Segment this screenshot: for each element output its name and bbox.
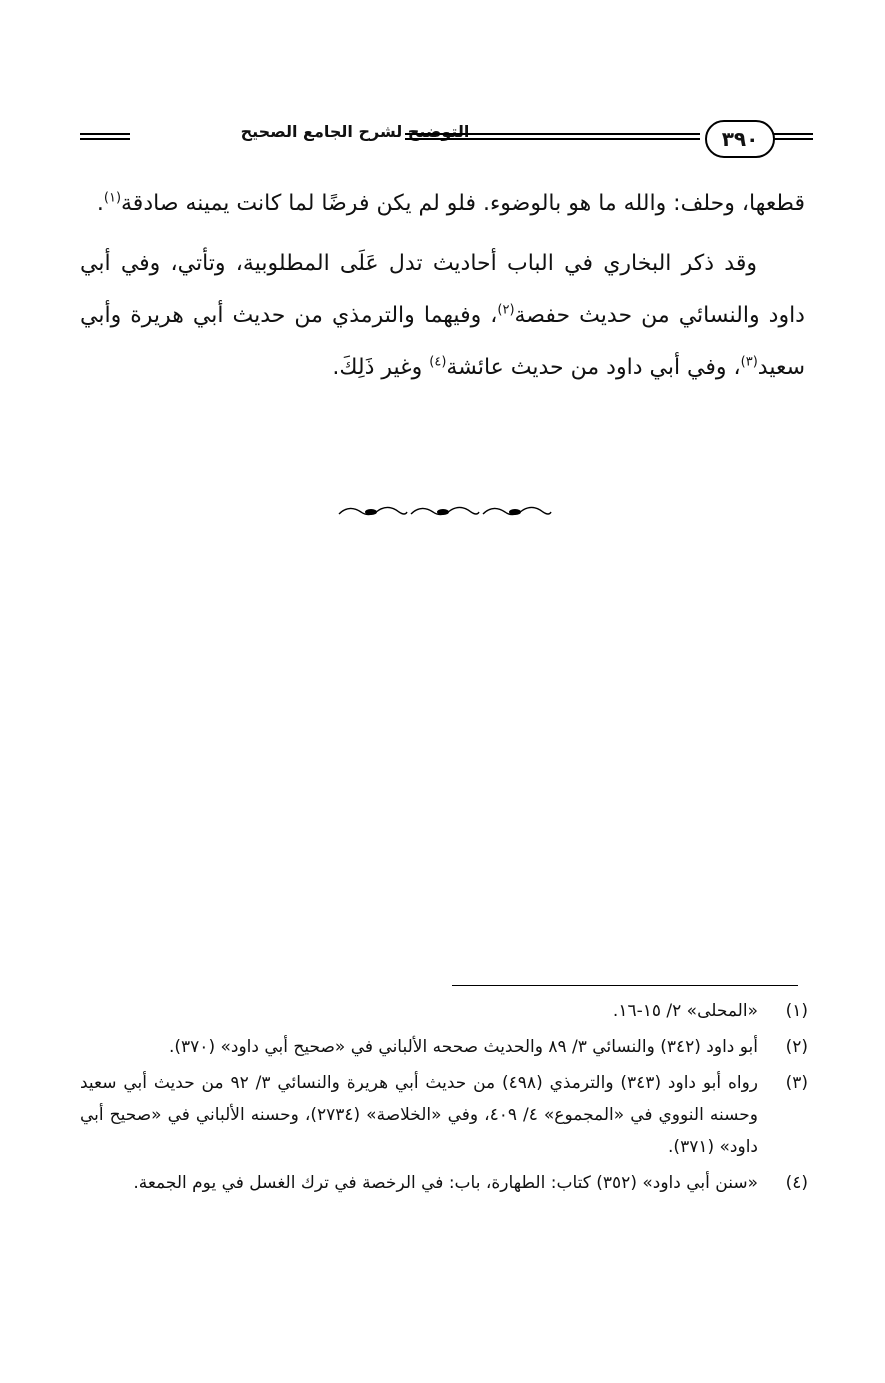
ornament-divider-icon xyxy=(335,500,555,524)
footnote-number: (٣) xyxy=(785,1073,808,1093)
footnotes xyxy=(80,995,808,1203)
footnote-2 xyxy=(80,1031,808,1063)
paragraph-2-text-c: ، وفي أبي داود من حديث عائشة xyxy=(446,355,741,380)
page-header xyxy=(80,118,810,158)
paragraph-1-text: قطعها، وحلف: والله ما هو بالوضوء. فلو لم يكن فرضًا لما كانت يمينه صادقة xyxy=(121,191,805,216)
footnote-ref-3: (٣) xyxy=(740,354,758,370)
paragraph-1-end: . xyxy=(96,191,104,216)
paragraph-2-text-a: وقد ذكر البخاري في الباب أحاديث تدل عَلَى المطلوبية، وتأتي، وفي أبي داود والنسائي من حديث حفصة xyxy=(80,251,805,328)
footnote-text: أبو داود (٣٤٢) والنسائي ٣/ ٨٩ والحديث صححه الألباني في «صحيح أبي داود» (٣٧٠). xyxy=(168,1037,758,1057)
footnote-ref-4: (٤) xyxy=(429,354,447,370)
footnote-number: (٢) xyxy=(785,1037,808,1057)
page-number: ٣٩٠ xyxy=(705,120,775,158)
page-number-badge xyxy=(695,118,795,158)
footnote-number: (١) xyxy=(785,1001,808,1021)
running-title: التوضيح لشرح الجامع الصحيح xyxy=(240,122,470,141)
footnote-text: «المحلى» ٢/ ١٥-١٦. xyxy=(612,1001,758,1021)
header-rule-left xyxy=(80,133,130,140)
footnote-separator xyxy=(452,985,798,986)
footnote-text: «سنن أبي داود» (٣٥٢) كتاب: الطهارة، باب: في الرخصة في ترك الغسل في يوم الجمعة. xyxy=(133,1173,758,1193)
footnote-text: رواه أبو داود (٣٤٣) والترمذي (٤٩٨) من حديث أبي هريرة والنسائي ٣/ ٩٢ من حديث أبي سعيد وحسنه النووي في «المجموع» ٤/ ٤٠٩، وفي «الخلاصة» (٢٧٣٤)، وحسنه الألباني في «صحيح أبي داود» (٣٧١). xyxy=(80,1073,759,1157)
footnote-1 xyxy=(80,995,808,1027)
footnote-ref-2: (٢) xyxy=(497,302,515,318)
paragraph-1 xyxy=(80,178,805,230)
footnote-ref-1: (١) xyxy=(103,190,122,206)
main-text xyxy=(80,178,805,394)
paragraph-2-text-b: ، وفيهما والترمذي من حديث أبي هريرة وأبي سعيد xyxy=(80,303,805,380)
header-rule-right xyxy=(773,133,813,140)
paragraph-2 xyxy=(80,238,805,394)
footnote-3 xyxy=(80,1067,808,1163)
header-rule-middle xyxy=(405,133,700,140)
footnote-4 xyxy=(80,1167,808,1199)
footnote-number: (٤) xyxy=(785,1173,808,1193)
paragraph-2-text-d: وغير ذَلِكَ. xyxy=(332,355,430,380)
